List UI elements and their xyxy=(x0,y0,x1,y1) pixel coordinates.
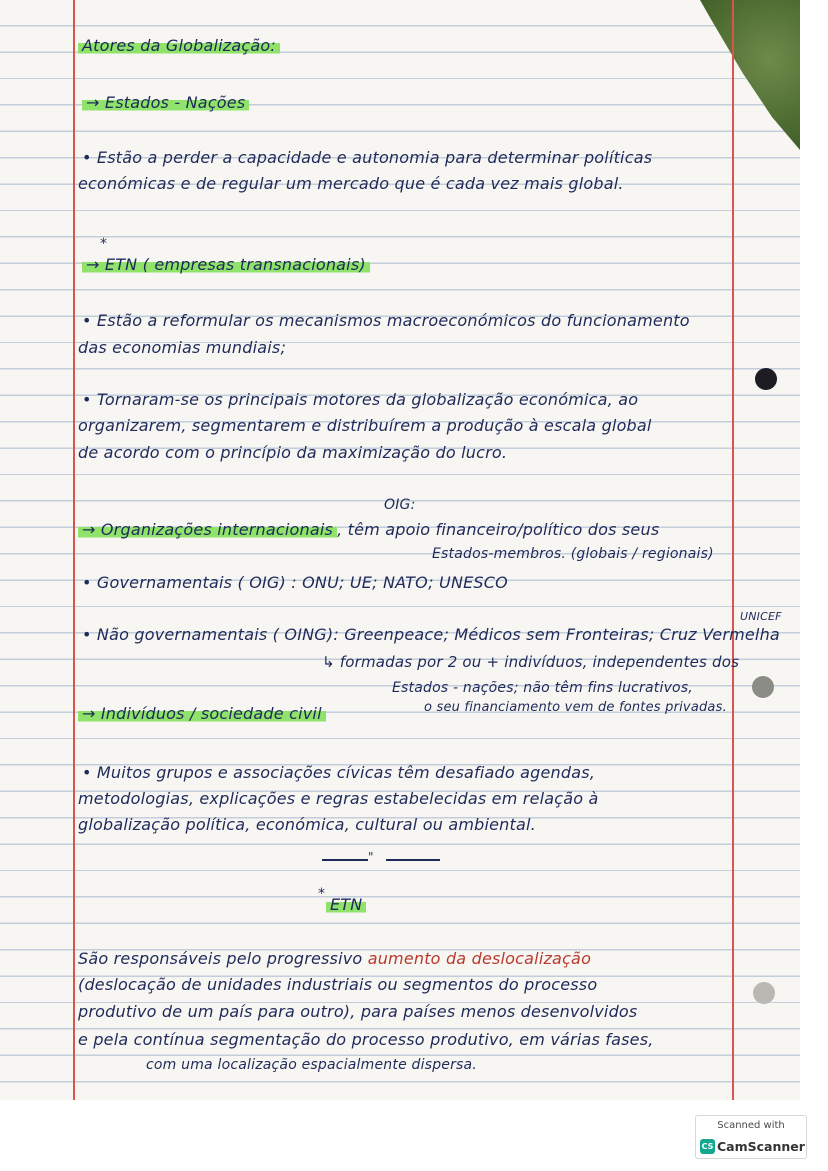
nao-governamentais-line: o seu financiamento vem de fontes privadas. xyxy=(424,700,727,715)
watermark-caption: Scanned with xyxy=(717,1120,785,1131)
etn-line: das economias mundiais; xyxy=(78,338,287,357)
divider-segment xyxy=(322,859,368,861)
heading-estados: → Estados - Nações xyxy=(82,93,249,112)
camscanner-watermark xyxy=(695,1115,807,1159)
etn-detail-line: (deslocação de unidades industriais ou segmentos do processo xyxy=(78,975,598,994)
nao-governamentais-line: ↳ formadas por 2 ou + indivíduos, independentes dos xyxy=(322,653,740,671)
asterisk-mark: * xyxy=(100,236,107,252)
heading-etn-detail: ETN xyxy=(326,895,366,914)
etn-detail-prefix: São responsáveis pelo progressivo xyxy=(78,949,368,968)
right-margin-line xyxy=(732,0,734,1100)
nao-governamentais-line: • Não governamentais ( OING): Greenpeace; Médicos sem Fronteiras; Cruz Vermelha xyxy=(82,625,780,644)
individuos-line: metodologias, explicações e regras estabelecidas em relação à xyxy=(78,789,599,808)
etn-detail-line xyxy=(78,949,591,968)
punch-hole xyxy=(755,368,777,390)
heading-organizacoes-suffix: , têm apoio financeiro/político dos seus xyxy=(337,520,660,539)
nao-governamentais-line: Estados - nações; não têm fins lucrativos, xyxy=(392,680,693,696)
camscanner-logo-icon: CS xyxy=(700,1139,715,1154)
watermark-brand xyxy=(700,1136,804,1155)
governamentais-line: • Governamentais ( OIG) : ONU; UE; NATO; UNESCO xyxy=(82,573,508,592)
punch-hole xyxy=(753,982,775,1004)
individuos-line: globalização política, económica, cultural ou ambiental. xyxy=(78,815,536,834)
asterisk-mark: * xyxy=(318,886,325,902)
oig-note: OIG: xyxy=(384,497,416,513)
unicef-note: UNICEF xyxy=(740,610,782,623)
punch-hole xyxy=(752,676,774,698)
heading-organizacoes: → Organizações internacionais , têm apoio financeiro/político dos seus xyxy=(78,520,659,539)
estados-line: • Estão a perder a capacidade e autonomia para determinar políticas xyxy=(82,148,653,167)
etn-detail-line: e pela contínua segmentação do processo produtivo, em várias fases, xyxy=(78,1030,654,1049)
heading-individuos: → Indivíduos / sociedade civil xyxy=(78,704,326,723)
etn-detail-red-phrase: aumento da deslocalização xyxy=(367,949,592,968)
etn-line: • Tornaram-se os principais motores da globalização económica, ao xyxy=(82,390,639,409)
watermark-name: CamScanner xyxy=(717,1139,805,1154)
notes-title: Atores da Globalização: xyxy=(78,36,280,55)
estados-line: económicas e de regular um mercado que é cada vez mais global. xyxy=(78,174,624,193)
etn-line: • Estão a reformular os mecanismos macroeconómicos do funcionamento xyxy=(82,311,690,330)
divider-segment xyxy=(386,859,440,861)
heading-etn: → ETN ( empresas transnacionais) xyxy=(82,255,370,274)
etn-detail-line: produtivo de um país para outro), para países menos desenvolvidos xyxy=(78,1002,638,1021)
etn-detail-line: com uma localização espacialmente dispersa. xyxy=(146,1057,477,1073)
etn-line: de acordo com o princípio da maximização do lucro. xyxy=(78,443,508,462)
left-margin-line xyxy=(73,0,75,1100)
green-fabric-corner xyxy=(700,0,800,150)
individuos-line: • Muitos grupos e associações cívicas têm desafiado agendas, xyxy=(82,763,596,782)
divider-mark: " xyxy=(368,850,374,864)
etn-line: organizarem, segmentarem e distribuírem a produção à escala global xyxy=(78,416,652,435)
section-divider xyxy=(322,850,440,866)
organizacoes-continuation: Estados-membros. (globais / regionais) xyxy=(432,546,714,562)
